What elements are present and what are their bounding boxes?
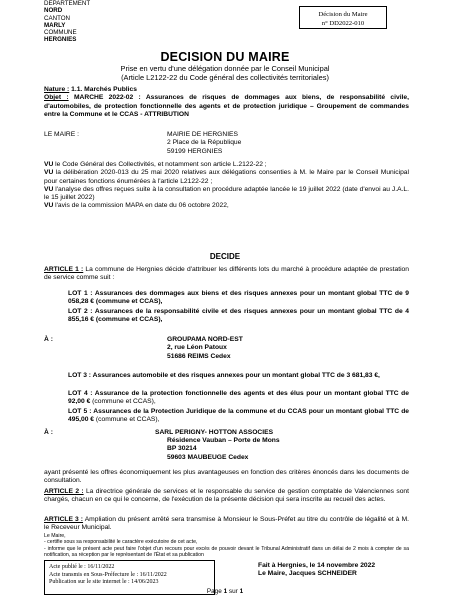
- page-total: 1: [239, 588, 244, 595]
- article-2: [44, 488, 409, 505]
- lot-4-text: LOT 4 : Assurance de la protection fonctionnelle des agents et des élus pour un montant global TTC de 92,00 €: [68, 390, 409, 406]
- address-line: 2 Place de la République: [167, 139, 242, 147]
- article-3-text: Ampliation du présent arrêté sera transmise à Monsieur le Sous-Préfet au titre du contrôle de légalité et à M. le Receveur Municipal.: [44, 516, 409, 532]
- decision-reference-box: [299, 6, 387, 29]
- address-line: Résidence Vauban – Porte de Mons: [167, 437, 280, 444]
- lot-5-text: LOT 5 : Assurances de la Protection Juridique de la commune et du CCAS pour un montant global TTC de: [68, 408, 409, 415]
- lot-3-text: LOT 3 : Assurances automobile et des risques annexes pour un montant global TTC de 3 681,83 €,: [68, 372, 380, 379]
- objet-label: Objet :: [44, 94, 69, 102]
- vu-label: VU: [44, 202, 54, 210]
- address-line: 59199 HERGNIES: [167, 147, 223, 155]
- page-title: DECISION DU MAIRE: [160, 50, 290, 64]
- header-line: MARLY: [44, 21, 66, 29]
- vu-text: le Code Général des Collectivités, et notamment son article L.2122-22 ;: [55, 161, 267, 168]
- holder-2-name: SARL PERIGNY- HOTTON ASSOCIES: [155, 429, 274, 436]
- vu-item: [44, 161, 409, 169]
- publication-line: Acte transmis en Sous-Préfecture le : 16/11/2022: [49, 571, 167, 578]
- decision-type: Décision du Maire: [318, 11, 368, 18]
- header-line: NORD: [44, 7, 63, 15]
- lot-3: [44, 372, 409, 380]
- objet-line: [44, 94, 409, 119]
- a-label-1: À :: [44, 336, 53, 343]
- address-line: 51686 REIMS Cedex: [167, 352, 231, 360]
- nature-label: Nature :: [44, 86, 70, 93]
- nature-objet-block: [44, 86, 409, 119]
- article-1-label: ARTICLE 1 :: [44, 266, 84, 273]
- article-3-label: ARTICLE 3 :: [44, 516, 84, 523]
- lot-5: [44, 408, 409, 425]
- nature-line: [44, 86, 409, 94]
- ayant-paragraph: ayant présenté les offres économiquement les plus avantageuses en fonction des critères énoncés dans les documents de consultation.: [44, 469, 409, 485]
- lot-5-amount: 495,00 €: [68, 416, 95, 424]
- article-1: [44, 266, 409, 283]
- vu-item: [44, 202, 409, 210]
- maire-address: [167, 131, 241, 156]
- address-line: BP 30214: [167, 445, 197, 453]
- subtitle: [0, 64, 450, 82]
- publication-line: Acte publié le : 16/11/2022: [49, 564, 115, 570]
- lot-4-suffix: (commune et CCAS),: [92, 398, 156, 406]
- signature-name: Le Maire, Jacques SCHNEIDER: [258, 570, 357, 578]
- lot-5-suffix: (commune et CCAS),: [95, 416, 160, 424]
- vu-item: [44, 169, 409, 186]
- vu-label: VU: [44, 161, 54, 168]
- address-line: GROUPAMA NORD-EST: [167, 336, 243, 343]
- decision-number: n° DD2022-010: [321, 20, 365, 27]
- publication-line: Publication sur le site internet le : 14/06/2023: [49, 579, 159, 586]
- maire-label: LE MAIRE :: [44, 131, 79, 138]
- holder-2-address: [167, 437, 280, 462]
- footnote-line: - informe que le présent acte peut faire l'objet d'un recours pour excès de pouvoir devant le Tribunal Administratif dans un délai de 2 mois à compter de sa notification, sa réception par le représentant de l'État et sa publication: [44, 545, 409, 559]
- header-line: CANTON: [44, 14, 71, 22]
- signature-place-date: Fait à Hergnies, le 14 novembre 2022: [258, 562, 376, 569]
- header-line: COMMUNE: [44, 29, 77, 37]
- page-sep: sur: [228, 588, 238, 595]
- address-line: 2, rue Léon Patoux: [167, 344, 227, 352]
- article-2-label: ARTICLE 2 :: [44, 488, 84, 495]
- nature-value: 1.1. Marchés Publics: [71, 86, 137, 93]
- holder-1-address: [167, 336, 243, 361]
- header-admin-block: [44, 0, 90, 44]
- vu-block: [44, 161, 409, 211]
- vu-item: [44, 186, 409, 203]
- legal-footnote: [44, 533, 409, 559]
- page-indicator: [0, 588, 450, 595]
- lot-1: [44, 290, 409, 307]
- article-2-text: La directrice générale de services et le responsable du service de gestion comptable de Valenciennes sont chargés, chacun en ce qui le concerne, de l'exécution de la présente décision qui sera inscrite au recueil des actes.: [44, 488, 410, 504]
- header-line: DEPARTEMENT: [44, 0, 91, 7]
- vu-label: VU: [44, 185, 54, 193]
- page-label: Page: [206, 588, 222, 595]
- lot-2: [44, 308, 409, 325]
- a-label-2: À :: [44, 429, 53, 436]
- footnote-line: - certifie sous sa responsabilité le caractère exécutoire de cet acte,: [44, 539, 198, 546]
- article-3: [44, 516, 409, 533]
- lot-4: [44, 390, 409, 407]
- objet-value: MARCHE 2022-02 : Assurances de risques de dommages aux biens, de responsabilité civile, d'automobiles, de protection fonctionnelle des agents et de protection juridique – Groupement de commandes entre la Commune et le CCAS - ATTRIBUTION: [44, 94, 409, 118]
- vu-text: l'analyse des offres reçues suite à la consultation en procédure adaptée lancée le 19 juillet 2022 (date d'envoi au J.A.L. le 15 juillet 2022): [44, 185, 409, 202]
- decide-heading: DECIDE: [209, 252, 241, 261]
- header-line: HERGNIES: [44, 36, 77, 44]
- article-1-text: La commune de Hergnies décide d'attribuer les différents lots du marché à procédure adaptée de prestation de service comme suit :: [44, 266, 409, 282]
- vu-text: l'avis de la commission MAPA en date du 06 octobre 2022,: [55, 202, 229, 210]
- vu-label: VU: [44, 169, 54, 177]
- page-number: 1: [223, 588, 228, 595]
- signature-block: [258, 562, 375, 579]
- footnote-title: Le Maire,: [44, 533, 66, 539]
- lot-1-text: LOT 1 : Assurances des dommages aux biens et des risques annexes pour un montant global TTC de 9 058,28 € (commune et CCAS),: [68, 290, 409, 306]
- subtitle-line-2: (Article L2122-22 du Code général des collectivités territoriales): [121, 73, 329, 82]
- address-line: MAIRIE DE HERGNIES: [167, 131, 238, 138]
- vu-text: la délibération 2020-013 du 25 mai 2020 relatives aux délégations consenties à M. le Maire par le Conseil Municipal pour certaines fonctions énumérées à l'article L2122-22 ;: [44, 169, 409, 185]
- address-line: 59603 MAUBEUGE Cedex: [167, 453, 249, 461]
- lot-2-text: LOT 2 : Assurances de la responsabilité civile et des risques annexes pour un montant global TTC de 4 855,16 € (commune et CCAS),: [68, 308, 409, 324]
- subtitle-line-1: Prise en vertu d'une délégation donnée par le Conseil Municipal: [120, 64, 330, 73]
